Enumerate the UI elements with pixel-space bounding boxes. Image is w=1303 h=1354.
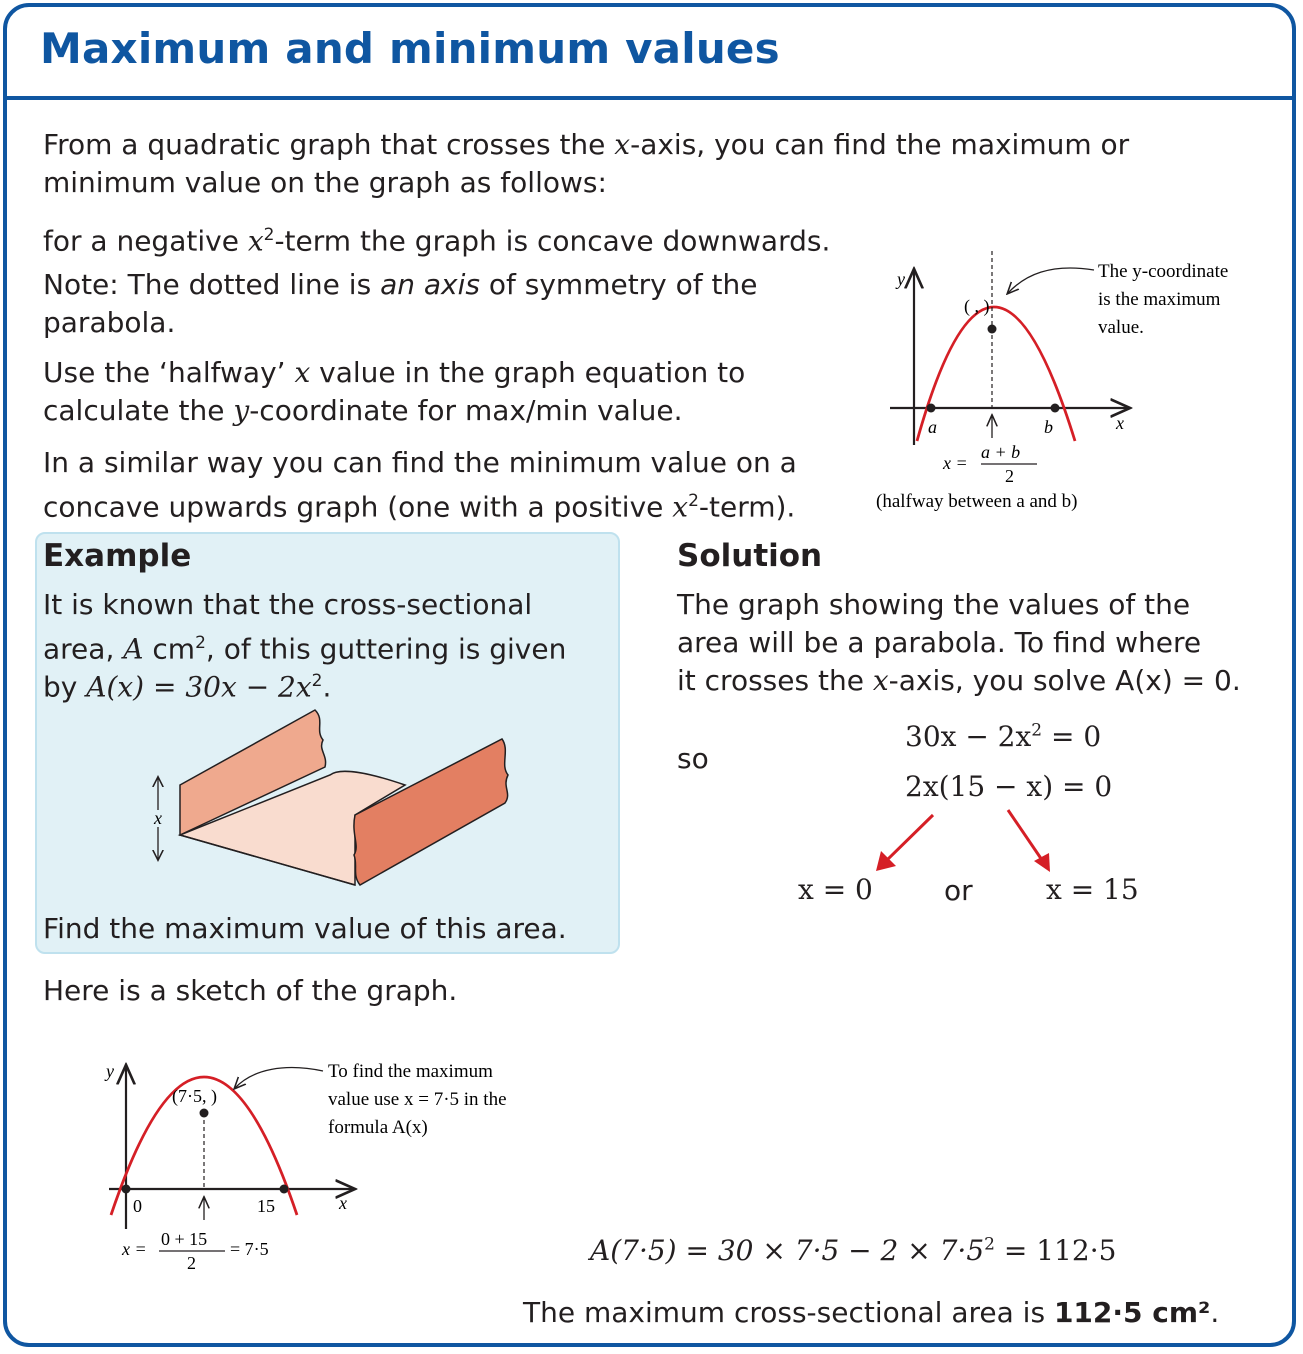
vertex-label: ( , ) — [964, 296, 990, 316]
example-question: Find the maximum value of this area. — [43, 912, 567, 945]
fraction-denominator: 2 — [1005, 466, 1014, 486]
x-axis-label: x — [339, 1193, 347, 1213]
conclusion: The maximum cross-sectional area is 112·5 cm². — [523, 1296, 1220, 1329]
halfway-caption: (halfway between a and b) — [876, 491, 1078, 512]
maximum-calculation: $A(7\cdot 5) = 30 \times 7\cdot 5 - 2 \times 7\cdot 5^2 = 112\cdot 5$ — [590, 1234, 1117, 1267]
pointer-arrow — [235, 1068, 323, 1088]
x-equals: x = — [943, 453, 968, 473]
fifteen-label: 15 — [257, 1196, 275, 1216]
solution-heading: Solution — [677, 538, 823, 574]
note-line-1: The y-coordinate — [1098, 261, 1229, 282]
example-line-3: by $A(x) = 30x - 2x^2$. — [43, 670, 332, 704]
vertex-point — [988, 325, 997, 334]
intro-paragraph-1: From a quadratic graph that crosses the x-axis, you can find the maximum or — [43, 128, 1130, 161]
height-label: x — [154, 808, 162, 828]
fraction-numerator: a + b — [981, 442, 1021, 462]
zero-label: 0 — [133, 1196, 142, 1216]
generic-parabola-graph — [860, 245, 1280, 525]
root-zero-point — [122, 1185, 131, 1194]
note-paragraph-line2: parabola. — [43, 306, 176, 339]
root-fifteen: x = 15 — [1046, 873, 1139, 906]
intro-paragraph-2: for a negative $x^2$-term the graph is concave downwards. — [43, 224, 831, 258]
solution-line-2: area will be a parabola. To find where — [677, 626, 1202, 659]
note-line-3: formula A(x) — [328, 1117, 428, 1138]
root-fifteen-point — [280, 1185, 289, 1194]
so-label: so — [677, 742, 709, 775]
right-arrowhead — [1034, 853, 1050, 872]
note-paragraph: Note: The dotted line is an axis of symmetry of the — [43, 268, 758, 301]
note-line-2: value use x = 7·5 in the — [328, 1089, 507, 1110]
root-b-label: b — [1044, 417, 1053, 437]
root-zero: x = 0 — [798, 873, 873, 906]
use-paragraph: Use the ‘halfway’ x value in the graph equation to — [43, 356, 746, 389]
vertex-label: (7·5, ) — [172, 1086, 217, 1106]
fraction-denominator: 2 — [187, 1253, 196, 1273]
similar-paragraph: In a similar way you can find the minimum value on a — [43, 446, 797, 479]
gutter-right-wall — [354, 739, 508, 885]
solution-arrows — [860, 800, 1080, 880]
y-axis-label: y — [106, 1061, 114, 1081]
note-line-3: value. — [1098, 317, 1144, 338]
intro-paragraph-1-line2: minimum value on the graph as follows: — [43, 166, 607, 199]
solution-line-3: it crosses the x-axis, you solve A(x) = 0. — [677, 664, 1241, 697]
root-b-point — [1051, 404, 1060, 413]
sketch-graph — [95, 1055, 575, 1280]
note-line-2: is the maximum — [1098, 289, 1221, 310]
sketch-intro: Here is a sketch of the graph. — [43, 974, 458, 1007]
root-a-point — [927, 404, 936, 413]
y-axis-label: y — [897, 269, 905, 289]
x-axis-label: x — [1116, 413, 1124, 433]
example-heading: Example — [43, 538, 192, 574]
equation-1: $30x - 2x^2 = 0$ — [905, 720, 1102, 753]
right-arrow — [1008, 810, 1042, 860]
example-line-1: It is known that the cross-sectional — [43, 588, 533, 621]
left-arrow — [885, 815, 933, 862]
pointer-arrow — [1008, 268, 1094, 293]
root-a-label: a — [928, 417, 937, 437]
page-title: Maximum and minimum values — [40, 24, 780, 73]
vertex-point — [200, 1109, 209, 1118]
or-label: or — [944, 874, 973, 907]
note-line-1: To find the maximum — [328, 1061, 493, 1082]
x-equals: x = — [122, 1239, 147, 1259]
fraction-result: = 7·5 — [230, 1239, 269, 1259]
use-paragraph-line2: calculate the y-coordinate for max/min value. — [43, 394, 683, 427]
title-divider — [3, 96, 1296, 100]
fraction-numerator: 0 + 15 — [161, 1229, 208, 1249]
guttering-illustration — [140, 695, 540, 905]
example-line-2: area, A $cm^2$, of this guttering is given — [43, 632, 567, 666]
equation-2: 2x(15 − x) = 0 — [905, 770, 1113, 803]
solution-line-1: The graph showing the values of the — [677, 588, 1191, 621]
similar-paragraph-line2: concave upwards graph (one with a positive $x^2-term$). — [43, 490, 796, 524]
